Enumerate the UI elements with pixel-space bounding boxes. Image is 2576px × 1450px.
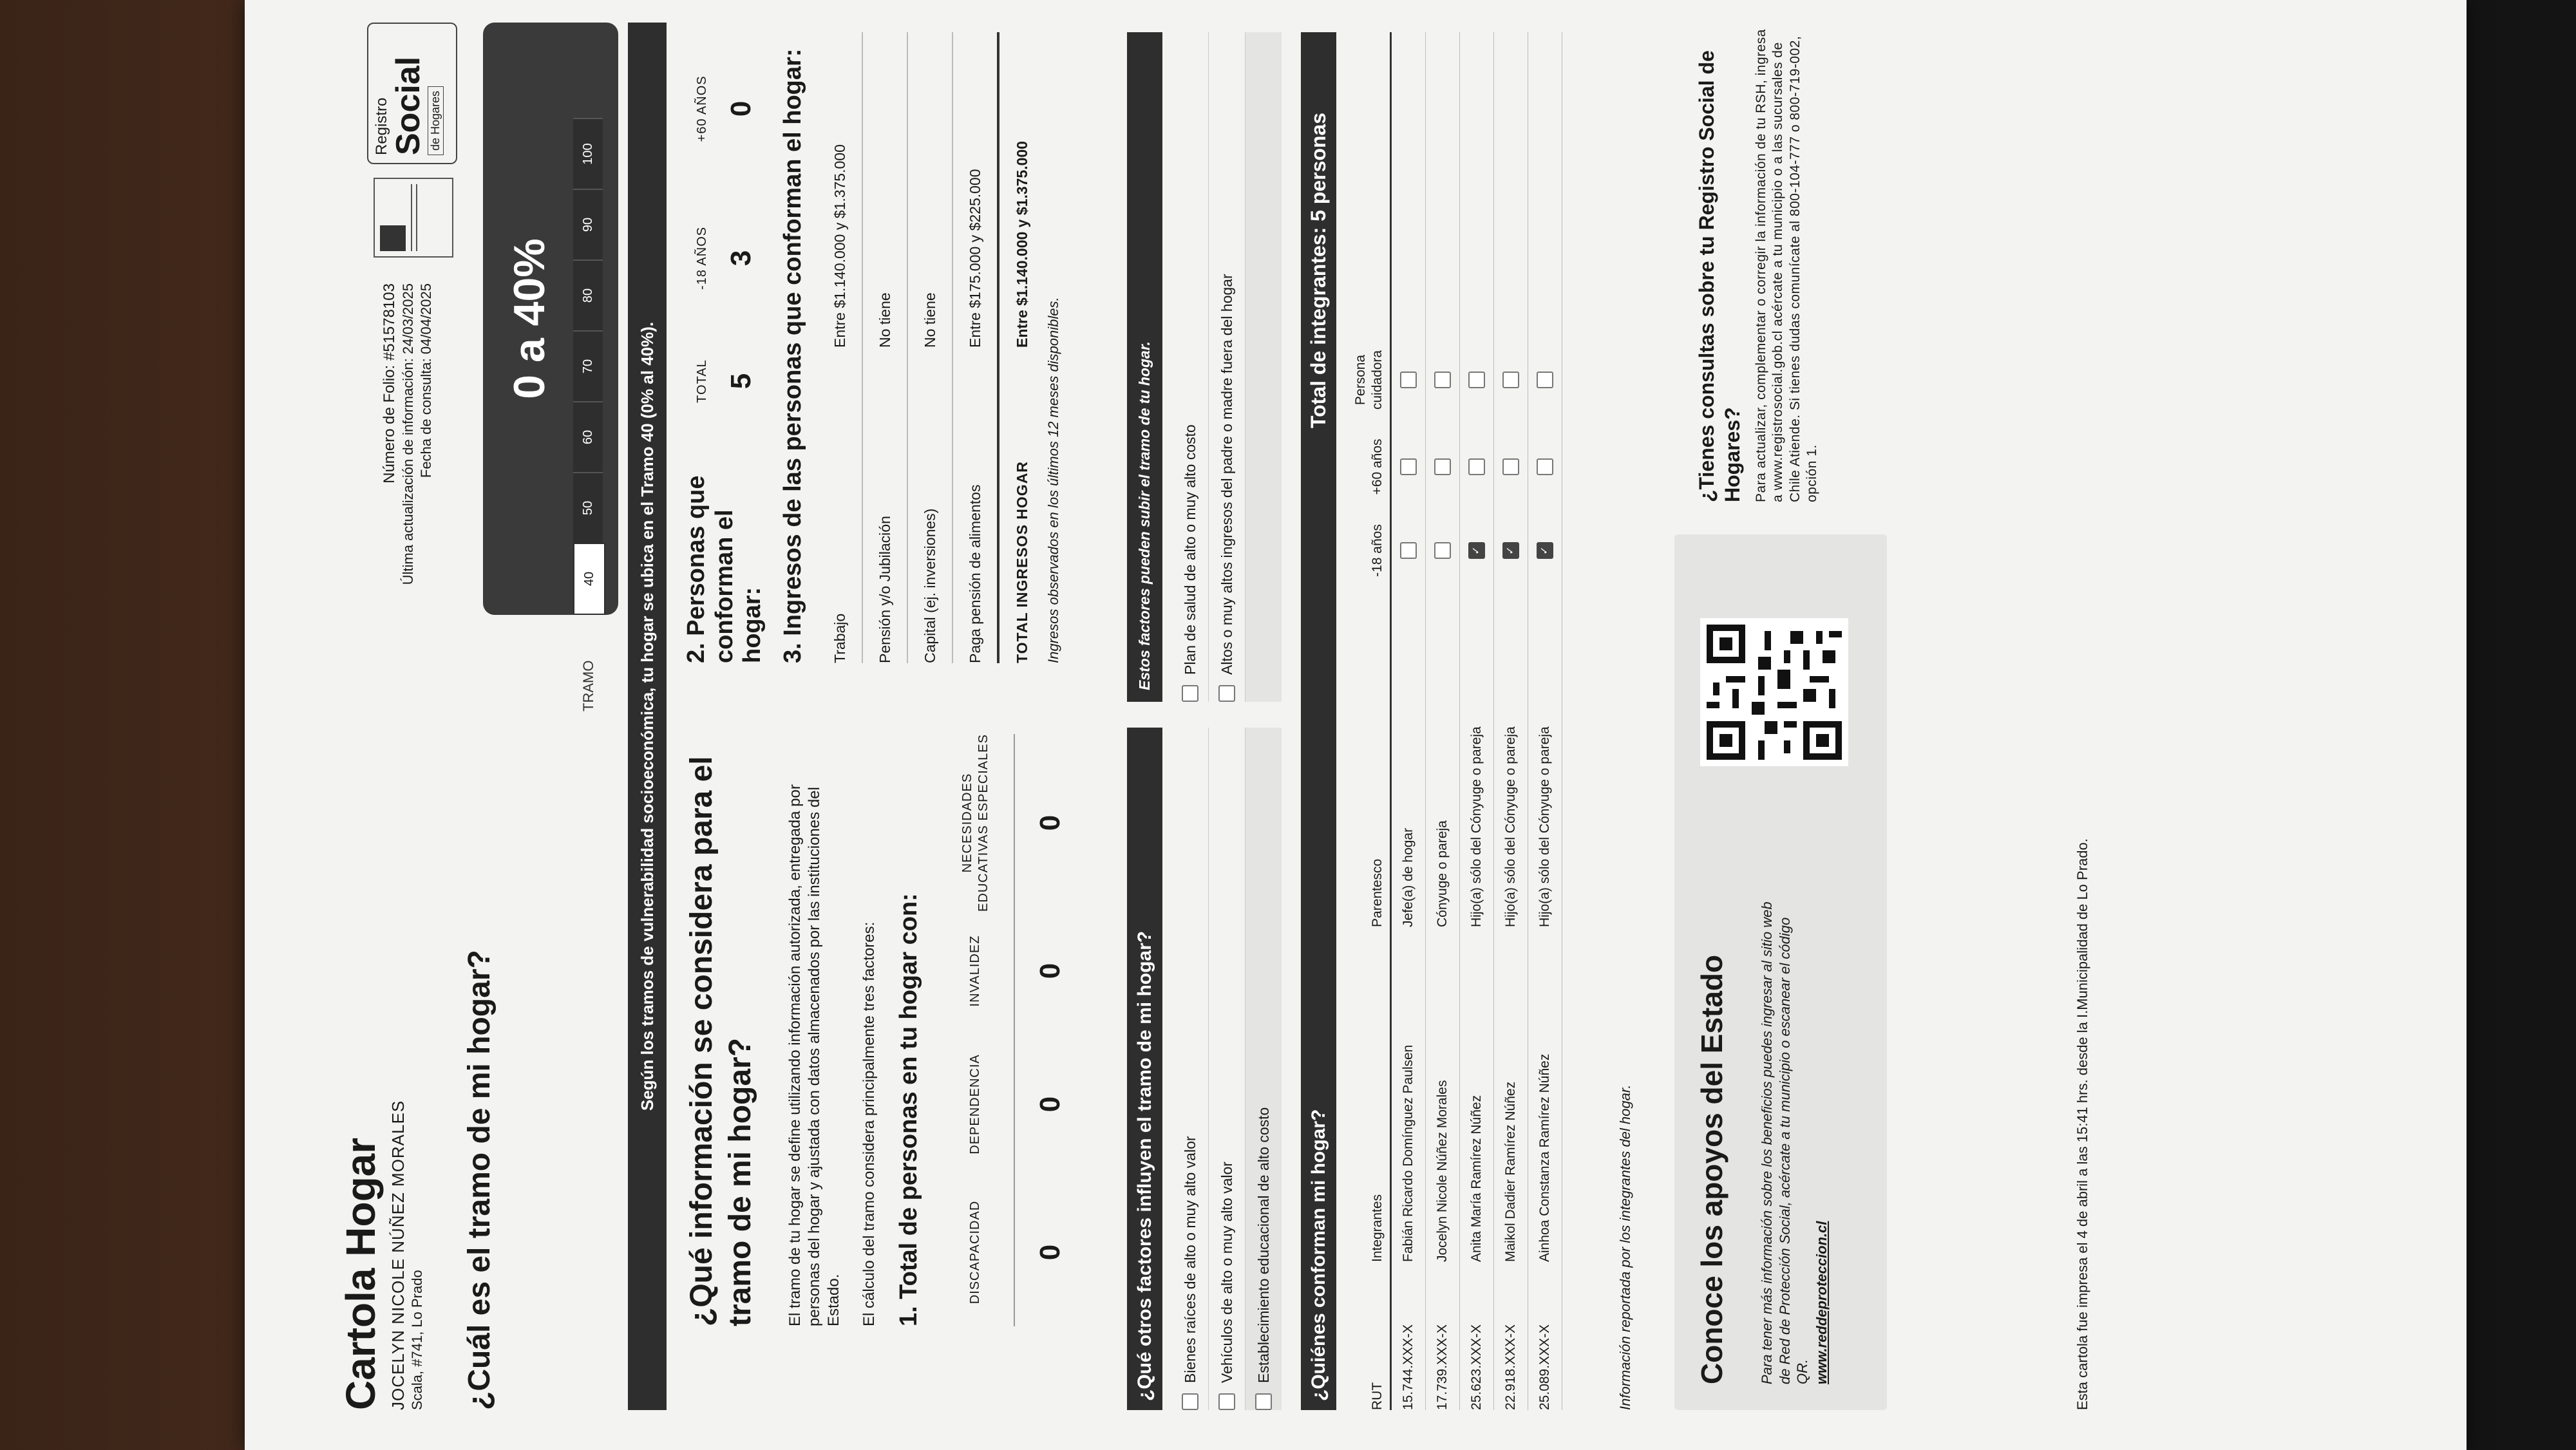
info-factors: El cálculo del tramo considera principalmente tres factores: [860, 921, 878, 1326]
factors-list-left [1172, 728, 1282, 1410]
income-value: Entre $175.000 y $225.000 [966, 169, 983, 348]
member-care-cell [1434, 335, 1451, 425]
members-total: Total de integrantes: 5 personas [1301, 32, 1336, 509]
checkbox-icon [1537, 458, 1553, 475]
member-u18-cell [1434, 509, 1451, 592]
factor-label: Establecimiento educacional de alto costo [1255, 1107, 1272, 1383]
factor-label: Bienes raíces de alto o muy alto valor [1181, 1136, 1198, 1383]
member-rut: 25.089.XXX-X [1537, 1324, 1552, 1410]
update-date: Última actualización de información: 24/03/2025 [400, 283, 416, 585]
member-care-cell [1468, 335, 1485, 425]
checkbox [1182, 1393, 1198, 1410]
holder-name: JOCELYN NICOLE NÚÑEZ MORALES [388, 1100, 408, 1410]
tramo-value: 0 a 40% [505, 238, 554, 399]
tramo-scale-label: TRAMO [580, 660, 596, 711]
value-mayor-60: 0 [724, 100, 757, 117]
paper-sheet [245, 0, 2467, 1450]
member-name: Anita María Ramírez Núñez [1468, 1095, 1484, 1262]
header-integrantes: Integrantes [1369, 1194, 1385, 1262]
checkbox [1255, 1393, 1272, 1410]
income-label: Trabajo [831, 613, 848, 663]
checkbox-icon [1434, 542, 1451, 559]
member-o60-cell [1468, 425, 1485, 509]
header-mayor-60: +60 AÑOS [694, 75, 709, 142]
checked-checkbox-icon: ✓ [1468, 542, 1485, 559]
scale-cell-80: 80 [573, 259, 603, 330]
member-name: Maikol Dadier Ramírez Núñez [1502, 1081, 1518, 1262]
header-total: TOTAL [694, 359, 709, 403]
consultas-title: ¿Tienes consultas sobre tu Registro Social de Hogares? [1695, 50, 1744, 502]
factor-label: Altos o muy altos ingresos del padre o madre fuera del hogar [1218, 274, 1235, 675]
income-row [953, 32, 999, 663]
member-u18-cell [1502, 509, 1519, 592]
checkbox [1218, 1393, 1235, 1410]
member-o60-cell [1502, 425, 1519, 509]
tramo-banner: Según los tramos de vulnerabilidad socioeconómica, tu hogar se ubica en el Tramo 40 (0% al 40%). [628, 23, 667, 1410]
scale-cell-90: 90 [573, 189, 603, 259]
checked-checkbox-icon: ✓ [1502, 542, 1519, 559]
factors-list-right [1172, 32, 1282, 702]
member-care-cell [1502, 335, 1519, 425]
holder-address: Scala, #741, Lo Prado [409, 1270, 425, 1410]
info-text: El tramo de tu hogar se define utilizando información autorizada, entregada por personas del hogar y ajustada con datos almacenados por las instituciones del Estado. [786, 784, 842, 1326]
header-parentesco: Parentesco [1369, 858, 1385, 927]
income-row [818, 32, 863, 663]
header-dependencia: DEPENDENCIA [968, 1054, 982, 1154]
scale-cell-60: 60 [573, 401, 603, 472]
header-mayor-60: +60 años [1369, 438, 1385, 495]
table-row [1460, 32, 1494, 1410]
member-relationship: Hijo(a) sólo del Cónyuge o pareja [1537, 726, 1552, 927]
checkbox-icon [1400, 458, 1417, 475]
member-u18-cell [1400, 509, 1417, 592]
factor-item [1172, 728, 1209, 1410]
value-invalidez: 0 [1034, 963, 1066, 979]
income-row [863, 32, 908, 663]
document [335, 0, 2460, 1410]
info-title: ¿Qué información se considera para el tramo de mi hogar? [685, 756, 757, 1326]
header-menor-18: -18 AÑOS [694, 226, 709, 290]
members-table [1340, 32, 1562, 1410]
members-note: Información reportada por los integrantes del hogar. [1617, 1084, 1633, 1410]
income-value: Entre $1.140.000 y $1.375.000 [831, 144, 848, 348]
checkbox-icon [1537, 372, 1553, 388]
value-discapacidad: 0 [1034, 1244, 1066, 1261]
header-invalidez: INVALIDEZ [968, 935, 982, 1007]
section3-table [818, 32, 1063, 663]
scale-cell-70: 70 [573, 330, 603, 401]
factor-item [1245, 728, 1282, 1410]
income-label: Capital (ej. inversiones) [921, 508, 938, 663]
income-total-label: TOTAL INGRESOS HOGAR [1013, 461, 1030, 663]
member-name: Jocelyn Nicole Núñez Morales [1434, 1080, 1450, 1262]
apoyos-link[interactable]: www.reddeproteccion.cl [1814, 1221, 1830, 1384]
print-footer: Esta cartola fue impresa el 4 de abril a las 15:41 hrs. desde la I.Municipalidad de Lo Prado. [2074, 838, 2090, 1410]
member-relationship: Cónyuge o pareja [1434, 820, 1450, 927]
header-rut: RUT [1369, 1382, 1385, 1410]
member-care-cell [1537, 335, 1553, 425]
section3-title: 3. Ingresos de las personas que conforman el hogar: [779, 48, 806, 663]
qr-code-icon[interactable] [1700, 618, 1848, 766]
income-total-value: Entre $1.140.000 y $1.375.000 [1013, 141, 1030, 348]
member-care-cell [1400, 335, 1417, 425]
member-o60-cell [1537, 425, 1553, 509]
members-header-row [1340, 32, 1392, 1410]
factor-item-empty [1245, 32, 1282, 702]
factor-item [1172, 32, 1209, 702]
member-u18-cell [1537, 509, 1553, 592]
section2-table [686, 32, 763, 431]
rsh-logo [367, 23, 457, 164]
member-o60-cell [1400, 425, 1417, 509]
checkbox-icon [1400, 542, 1417, 559]
header-discapacidad: DISCAPACIDAD [968, 1200, 982, 1304]
tramo-scale [573, 118, 605, 615]
consult-date: Fecha de consulta: 04/04/2025 [418, 283, 434, 478]
rsh-logo-line3: de Hogares [428, 86, 444, 155]
checkbox-icon [1502, 458, 1519, 475]
income-row [908, 32, 953, 663]
checkbox-icon [1434, 372, 1451, 388]
member-relationship: Hijo(a) sólo del Cónyuge o pareja [1468, 726, 1484, 927]
scale-cell-100: 100 [573, 118, 603, 189]
rsh-logo-line1: Registro [373, 97, 390, 155]
header-menor-18: -18 años [1369, 524, 1385, 577]
checkbox-icon [1434, 458, 1451, 475]
consultas-box [1694, 26, 1821, 502]
member-rut: 22.918.XXX-X [1502, 1324, 1518, 1410]
consultas-text: Para actualizar, complementar o corregir la información de tu RSH, ingresa a www.registrosocial.gob.cl acércate a tu municipio o a las sucursales de Chile Atiende. Si tienes dudas comunícate al 800-104-777 o 800-719-002, opción 1. [1754, 29, 1819, 502]
members-rows [1392, 32, 1562, 1410]
checkbox [1218, 685, 1235, 702]
tramo-question: ¿Cuál es el tramo de mi hogar? [462, 950, 497, 1410]
member-relationship: Hijo(a) sólo del Cónyuge o pareja [1502, 726, 1518, 927]
member-rut: 25.623.XXX-X [1468, 1324, 1484, 1410]
factors-note: Estos factores pueden subir el tramo de tu hogar. [1127, 32, 1162, 702]
factors-title: ¿Qué otros factores influyen el tramo de mi hogar? [1127, 728, 1162, 1410]
income-label: Pensión y/o Jubilación [876, 516, 893, 663]
scale-cell-50: 50 [573, 472, 603, 543]
income-note: Ingresos observados en los últimos 12 meses disponibles. [1045, 297, 1061, 663]
apoyos-text: Para tener más información sobre los beneficios puedes ingresar al sitio web de Red de Protección Social, acércate a tu municipio o escanear el código QR. [1759, 901, 1810, 1384]
member-relationship: Jefe(a) de hogar [1400, 827, 1416, 927]
scale-cell-40: 40 [573, 543, 605, 615]
income-label: Paga pensión de alimentos [966, 484, 983, 663]
members-title: ¿Quiénes conforman mi hogar? [1301, 509, 1336, 1410]
header-cuidadora: Persona cuidadora [1352, 350, 1385, 410]
value-dependencia: 0 [1034, 1096, 1066, 1113]
section1-table [937, 734, 1085, 1326]
apoyos-box [1674, 534, 1887, 1410]
checkbox-icon [1468, 372, 1485, 388]
table-row [1494, 32, 1528, 1410]
member-o60-cell [1434, 425, 1451, 509]
member-name: Ainhoa Constanza Ramírez Núñez [1537, 1053, 1552, 1262]
income-value: No tiene [921, 292, 938, 348]
checkbox-icon [1468, 458, 1485, 475]
member-name: Fabián Ricardo Domínguez Paulsen [1400, 1044, 1416, 1262]
section2-title: 2. Personas que conforman el hogar: [683, 475, 766, 663]
checkbox-icon [1502, 372, 1519, 388]
value-nee: 0 [1034, 814, 1066, 831]
checkbox [1182, 685, 1198, 702]
factor-label: Vehículos de alto o muy alto valor [1218, 1162, 1235, 1383]
income-total-row [999, 32, 1045, 663]
checked-checkbox-icon: ✓ [1537, 542, 1553, 559]
value-total: 5 [724, 373, 757, 390]
member-rut: 15.744.XXX-X [1400, 1324, 1416, 1410]
rsh-logo-line2: Social [390, 56, 427, 155]
income-value: No tiene [876, 292, 893, 348]
member-rut: 17.739.XXX-X [1434, 1324, 1450, 1410]
document-title: Cartola Hogar [337, 1137, 384, 1410]
table-row [1426, 32, 1460, 1410]
ministry-logo [374, 178, 453, 258]
factor-label: Plan de salud de alto o muy alto costo [1181, 424, 1198, 675]
table-row [1392, 32, 1426, 1410]
factor-item [1209, 728, 1245, 1410]
header-nee: NECESIDADES EDUCATIVAS ESPECIALES [960, 734, 990, 912]
member-u18-cell [1468, 509, 1485, 592]
value-menor-18: 3 [724, 250, 757, 267]
section1-title: 1. Total de personas en tu hogar con: [895, 893, 922, 1326]
checkbox-icon [1400, 372, 1417, 388]
folio-number: Número de Folio: #51578103 [381, 283, 398, 484]
apoyos-title: Conoce los apoyos del Estado [1695, 954, 1728, 1384]
tramo-box [483, 23, 618, 711]
factor-item [1209, 32, 1245, 702]
table-row [1528, 32, 1562, 1410]
